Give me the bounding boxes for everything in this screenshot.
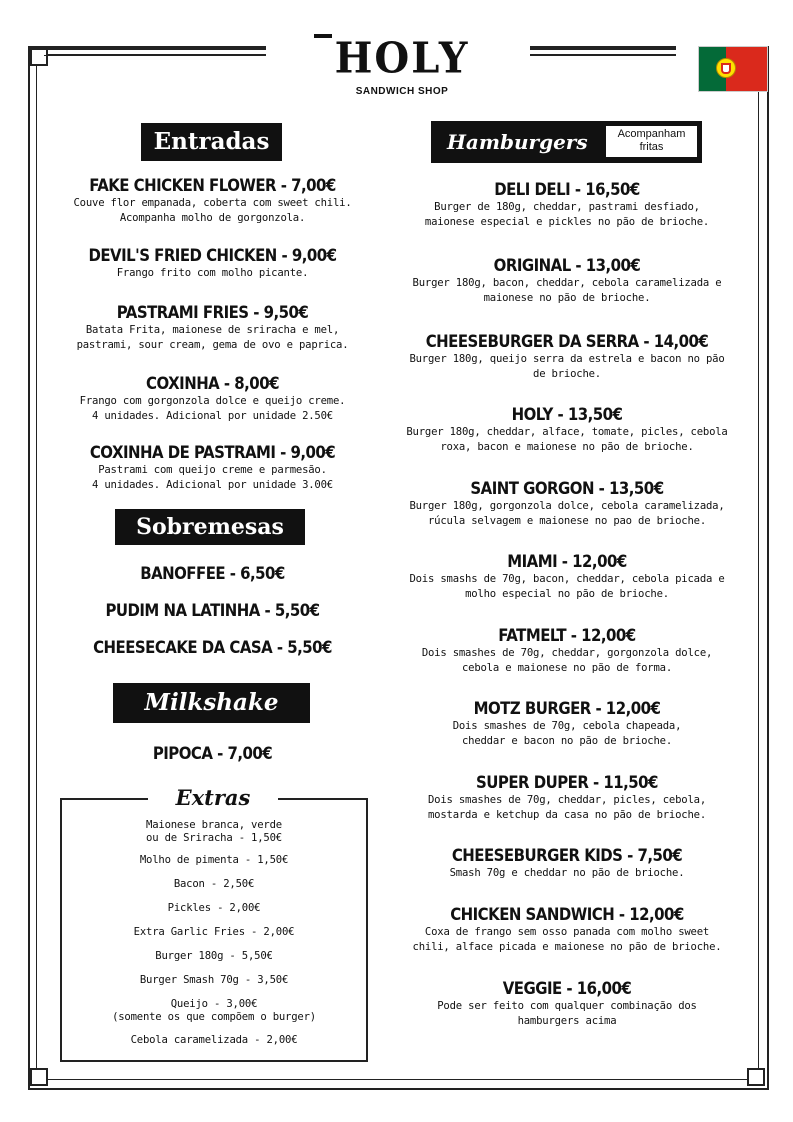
item-title: VEGGIE - 16,00€ <box>502 979 632 999</box>
extra-item: Pickles - 2,00€ <box>167 902 261 914</box>
item-title: PASTRAMI FRIES - 9,50€ <box>116 303 309 323</box>
extra-item: Extra Garlic Fries - 2,00€ <box>133 926 295 938</box>
menu-item <box>392 699 742 749</box>
item-desc: Burger de 180g, cheddar, pastrami desfiado, maionese especial e pickles no pão de brioche. <box>424 201 710 228</box>
item-title: CHEESEBURGER DA SERRA - 14,00€ <box>425 332 709 352</box>
item-title: ORIGINAL - 13,00€ <box>493 256 641 276</box>
menu-item <box>392 479 742 529</box>
frame-corner-bl <box>30 1068 48 1086</box>
item-desc: Burger 180g, gorgonzola dolce, cebola caramelizada, rúcula selvagem e maionese no pao de brioche. <box>409 500 725 527</box>
section-title-sobremesas: Sobremesas <box>115 509 305 545</box>
brand-tagline: SANDWICH SHOP <box>355 86 449 97</box>
item-title: DEVIL'S FRIED CHICKEN - 9,00€ <box>88 246 337 266</box>
hamburgers-title: Hamburgers <box>447 130 588 154</box>
item-desc: Couve flor empanada, coberta com sweet chili. Acompanha molho de gorgonzola. <box>73 197 352 224</box>
item-title: DELI DELI - 16,50€ <box>494 180 640 200</box>
item-desc: Dois smashes de 70g, cheddar, picles, cebola, mostarda e ketchup da casa no pão de brioche. <box>427 794 706 821</box>
item-desc: Pastrami com queijo creme e parmesão. 4 unidades. Adicional por unidade 3.00€ <box>92 464 333 491</box>
item-title: FATMELT - 12,00€ <box>498 626 636 646</box>
menu-item <box>392 332 742 382</box>
item-title: HOLY - 13,50€ <box>511 405 623 425</box>
item-title: BANOFFEE - 6,50€ <box>140 564 285 584</box>
item-title: MIAMI - 12,00€ <box>507 552 627 572</box>
item-title: FAKE CHICKEN FLOWER - 7,00€ <box>89 176 336 196</box>
item-title: PUDIM NA LATINHA - 5,50€ <box>105 601 320 621</box>
menu-item <box>392 256 742 306</box>
item-title: PIPOCA - 7,00€ <box>152 744 273 764</box>
extra-item: Maionese branca, verde ou de Sriracha - 1,50€ <box>146 819 282 844</box>
item-title: SAINT GORGON - 13,50€ <box>470 479 664 499</box>
item-desc: Coxa de frango sem osso panada com molho sweet chili, alface picada e maionese no pão de brioche. <box>412 926 722 953</box>
item-desc: Burger 180g, queijo serra da estrela e bacon no pão de brioche. <box>409 353 725 380</box>
item-title: MOTZ BURGER - 12,00€ <box>473 699 661 719</box>
frame-corner-br <box>747 1068 765 1086</box>
item-desc: Frango com gorgonzola dolce e queijo creme. 4 unidades. Adicional por unidade 2.50€ <box>79 395 346 422</box>
item-title: SUPER DUPER - 11,50€ <box>476 773 658 793</box>
item-desc: Batata Frita, maionese de sriracha e mel, pastrami, sour cream, gema de ovo e paprica. <box>76 324 349 351</box>
extra-item: Queijo - 3,00€ (somente os que compõem o burger) <box>112 998 316 1023</box>
item-desc: Dois smashes de 70g, cebola chapeada, cheddar e bacon no pão de brioche. <box>452 720 682 747</box>
menu-item <box>392 405 742 455</box>
section-title-milkshake: Milkshake <box>113 683 310 723</box>
menu-item <box>50 744 375 764</box>
item-desc: Smash 70g e cheddar no pão de brioche. <box>449 867 685 879</box>
extra-item: Burger Smash 70g - 3,50€ <box>139 974 289 986</box>
item-desc: Frango frito com molho picante. <box>116 267 309 279</box>
item-title: COXINHA DE PASTRAMI - 9,00€ <box>89 443 336 463</box>
menu-item <box>392 979 742 1029</box>
extra-item: Cebola caramelizada - 2,00€ <box>130 1034 298 1046</box>
hamburgers-list <box>392 0 742 1122</box>
menu-item <box>392 773 742 823</box>
extra-item: Bacon - 2,50€ <box>173 878 255 890</box>
section-title-extras: Extras <box>148 786 278 810</box>
item-desc: Pode ser feito com qualquer combinação dos hamburgers acima <box>437 1000 697 1027</box>
item-desc: Dois smashes de 70g, cheddar, gorgonzola dolce, cebola e maionese no pão de forma. <box>421 647 713 674</box>
menu-item <box>392 626 742 676</box>
menu-item <box>392 905 742 955</box>
item-desc: Dois smashs de 70g, bacon, cheddar, cebola picada e molho especial no pão de brioche. <box>409 573 725 600</box>
extra-item: Burger 180g - 5,50€ <box>155 950 273 962</box>
item-desc: Burger 180g, bacon, cheddar, cebola caramelizada e maionese no pão de brioche. <box>412 277 722 304</box>
brand-name: HOLY <box>334 33 470 84</box>
hamburgers-fries-note: Acompanham fritas <box>606 126 697 157</box>
extra-item: Molho de pimenta - 1,50€ <box>139 854 289 866</box>
menu-item <box>392 180 742 230</box>
menu-item <box>392 846 742 881</box>
menu-item <box>392 552 742 602</box>
item-title: CHEESEBURGER KIDS - 7,50€ <box>451 846 683 866</box>
item-title: CHEESECAKE DA CASA - 5,50€ <box>93 638 332 658</box>
section-title-entradas: Entradas <box>141 123 282 161</box>
item-desc: Burger 180g, cheddar, alface, tomate, picles, cebola roxa, bacon e maionese no pão de brioche. <box>406 426 728 453</box>
item-title: COXINHA - 8,00€ <box>146 374 279 394</box>
item-title: CHICKEN SANDWICH - 12,00€ <box>450 905 684 925</box>
